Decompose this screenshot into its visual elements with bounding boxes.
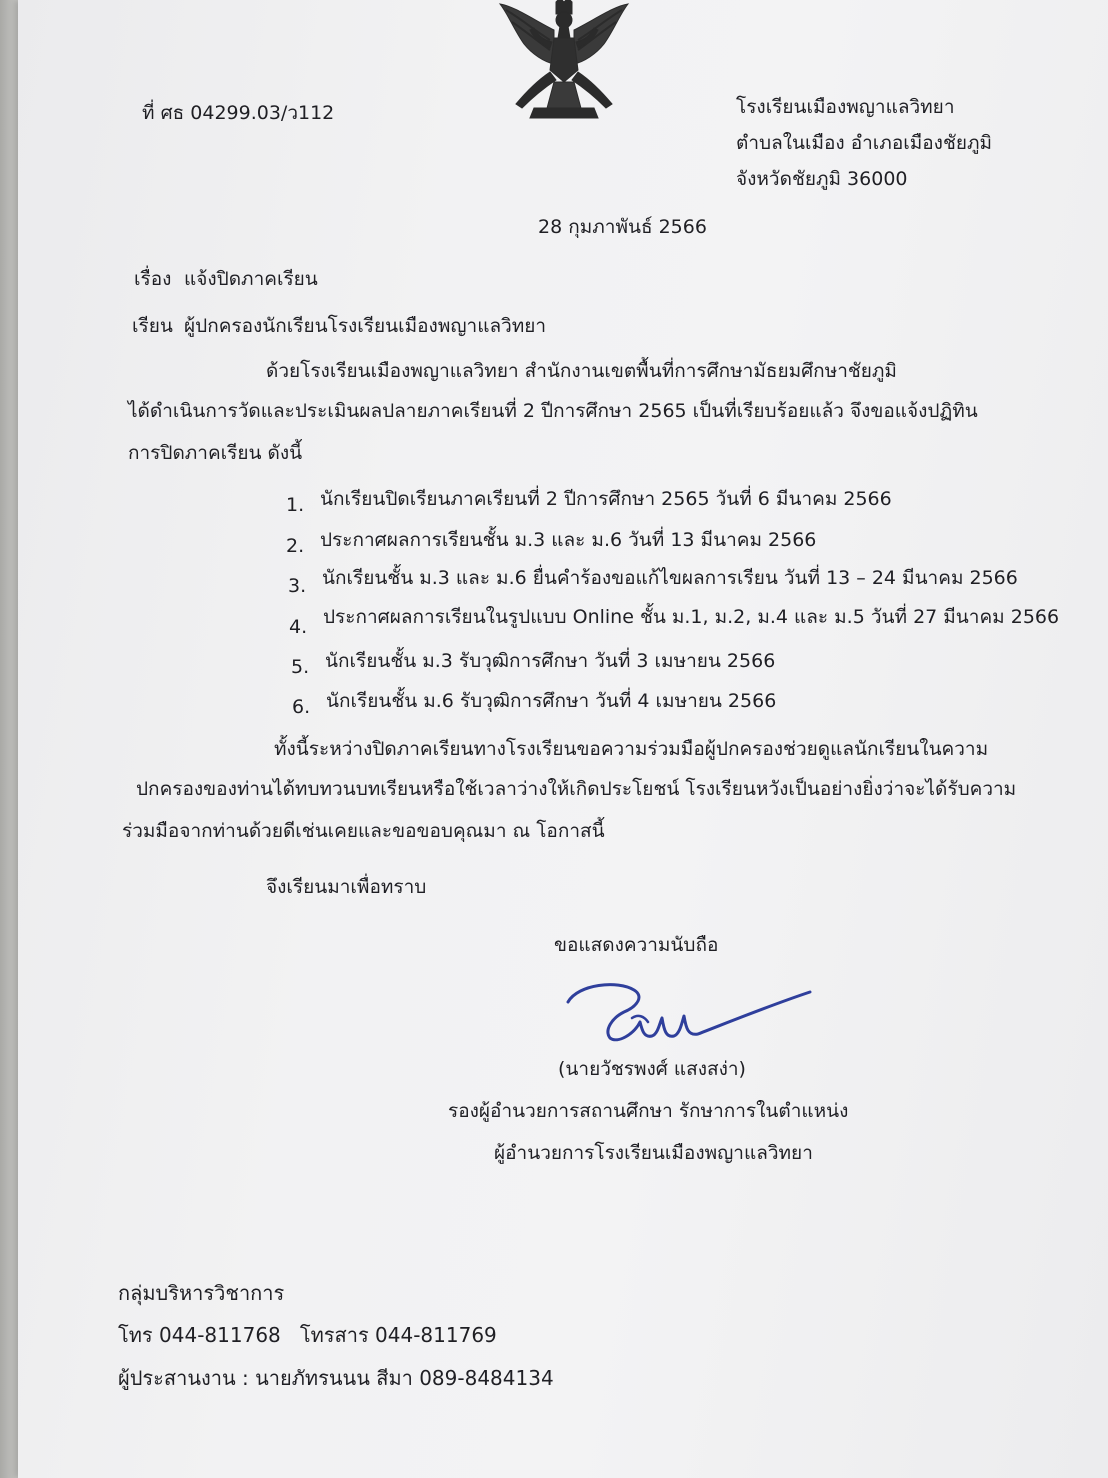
inform-line: จึงเรียนมาเพื่อทราบ — [266, 876, 427, 898]
signer-title-line: ผู้อำนวยการโรงเรียนเมืองพญาแลวิทยา — [494, 1142, 813, 1164]
garuda-emblem-icon — [494, 0, 634, 122]
closing-paragraph-line: ปกครองของท่านได้ทบทวนบทเรียนหรือใช้เวลาว่างให้เกิดประโยชน์ โรงเรียนหวังเป็นอย่างยิ่งว่าจะได้รับความ — [136, 778, 1017, 800]
background-edge — [0, 0, 18, 1478]
reference-number: ที่ ศธ 04299.03/ว112 — [142, 102, 335, 124]
intro-paragraph-line: ได้ดำเนินการวัดและประเมินผลปลายภาคเรียนที่ 2 ปีการศึกษา 2565 เป็นที่เรียบร้อยแล้ว จึงขอแจ้งปฏิทิน — [128, 400, 978, 422]
handwritten-signature — [548, 978, 820, 1050]
list-item-text: ประกาศผลการเรียนชั้น ม.3 และ ม.6 วันที่ 13 มีนาคม 2566 — [320, 529, 817, 551]
school-name: โรงเรียนเมืองพญาแลวิทยา — [736, 96, 955, 118]
footer-department: กลุ่มบริหารวิชาการ — [118, 1281, 285, 1305]
subject-label: เรื่อง — [134, 268, 172, 290]
list-item-number: 6. — [292, 696, 311, 718]
closing-paragraph-line: ทั้งนี้ระหว่างปิดภาคเรียนทางโรงเรียนขอความร่วมมือผู้ปกครองช่วยดูแลนักเรียนในความ — [274, 738, 989, 760]
school-province-line: จังหวัดชัยภูมิ 36000 — [736, 168, 908, 190]
intro-paragraph-line: ด้วยโรงเรียนเมืองพญาแลวิทยา สำนักงานเขตพื้นที่การศึกษามัธยมศึกษาชัยภูมิ — [266, 360, 897, 382]
list-item-text: ประกาศผลการเรียนในรูปแบบ Online ชั้น ม.1, ม.2, ม.4 และ ม.5 วันที่ 27 มีนาคม 2566 — [323, 606, 1060, 628]
letter-page — [18, 0, 1108, 1478]
closing-paragraph-line: ร่วมมือจากท่านด้วยดีเช่นเคยและขอขอบคุณมา ณ โอกาสนี้ — [122, 820, 605, 842]
recipient-label: เรียน — [132, 315, 173, 337]
list-item-text: นักเรียนชั้น ม.6 รับวุฒิการศึกษา วันที่ 4 เมษายน 2566 — [326, 690, 777, 712]
signer-title-line: รองผู้อำนวยการสถานศึกษา รักษาการในตำแหน่ง — [448, 1100, 849, 1122]
school-address-line: ตำบลในเมือง อำเภอเมืองชัยภูมิ — [736, 132, 993, 154]
list-item-text: นักเรียนปิดเรียนภาคเรียนที่ 2 ปีการศึกษา 2565 วันที่ 6 มีนาคม 2566 — [320, 488, 892, 510]
footer-coordinator: ผู้ประสานงาน : นายภัทรนนน สีมา 089-8484134 — [118, 1366, 554, 1390]
signer-name: (นายวัชรพงศ์ แสงสง่า) — [558, 1058, 746, 1080]
list-item-number: 3. — [288, 575, 307, 597]
list-item-number: 4. — [289, 616, 308, 638]
list-item-number: 1. — [286, 494, 305, 516]
list-item-text: นักเรียนชั้น ม.3 และ ม.6 ยื่นคำร้องขอแก้ไขผลการเรียน วันที่ 13 – 24 มีนาคม 2566 — [322, 567, 1018, 589]
list-item-text: นักเรียนชั้น ม.3 รับวุฒิการศึกษา วันที่ 3 เมษายน 2566 — [325, 650, 776, 672]
regards-line: ขอแสดงความนับถือ — [554, 934, 719, 956]
list-item-number: 5. — [291, 656, 310, 678]
list-item-number: 2. — [286, 535, 305, 557]
letter-date: 28 กุมภาพันธ์ 2566 — [538, 216, 707, 238]
recipient-text: ผู้ปกครองนักเรียนโรงเรียนเมืองพญาแลวิทยา — [184, 315, 547, 337]
subject-text: แจ้งปิดภาคเรียน — [184, 268, 318, 290]
footer-phone-fax: โทร 044-811768 โทรสาร 044-811769 — [118, 1323, 497, 1347]
intro-paragraph-line: การปิดภาคเรียน ดังนี้ — [128, 442, 303, 464]
